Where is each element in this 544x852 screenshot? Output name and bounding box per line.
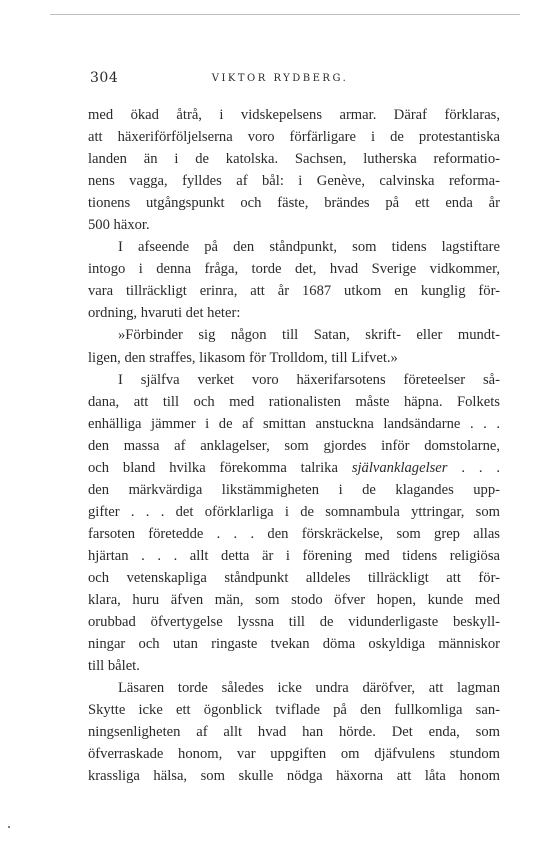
text-line: nens vagga, fylldes af bål: i Genève, calvinska reforma- [88, 173, 500, 190]
author-header: VIKTOR RYDBERG. [211, 73, 349, 84]
text-line: orubbad öfvertygelse lyssna till de vidunderligaste beskyll- [88, 614, 500, 631]
text-line: den massa af anklagelser, som gjordes inför domstolarne, [88, 437, 500, 454]
text-line: med ökad åtrå, i vidskepelsens armar. Däraf förklaras, [88, 107, 500, 123]
text-line: landen än i de katolska. Sachsen, lutherska reformatio- [88, 151, 500, 168]
text-line: gifter . . . det oförklarliga i de somnambula yttringar, som [88, 503, 500, 520]
quotation-line: »Förbinder sig någon till Satan, skrift- eller mundt- [118, 327, 500, 344]
scan-speck [8, 826, 10, 828]
text-line: Läsaren torde således icke undra däröfver, att lagman [118, 680, 500, 697]
body-text [88, 104, 500, 787]
text-line: I afseende på den ståndpunkt, som tidens lagstiftare [118, 239, 500, 256]
text-line: Skytte icke ett ögonblick tviflade på den fullkomliga san- [88, 702, 500, 719]
ellipsis: . . . [461, 459, 500, 476]
text-line: 500 häxor. [88, 217, 150, 234]
text-line-with-emphasis [88, 457, 500, 479]
running-head [60, 70, 500, 90]
text-line: den märkvärdiga likstämmigheten i de klagandes upp- [88, 481, 500, 498]
text-line: och vetenskapliga ståndpunkt alldeles tillräckligt att för- [88, 569, 500, 586]
text-line: att häxeriförföljelserna voro förfärligare i de protestantiska [88, 129, 500, 146]
text-line: ningar och utan ringaste tvekan döma oskyldiga människor [88, 636, 500, 653]
text-line: krassliga hälsa, som skulle nödga häxorna att låta honom [88, 768, 500, 785]
text-line: vara tillräckligt erinra, att år 1687 utkom en kunglig för- [88, 283, 500, 300]
text-line: till bålet. [88, 658, 140, 675]
text-line: klara, huru äfven män, som stodo öfver hopen, kunde med [88, 592, 500, 609]
text-line: öfverraskade honom, var uppgiften om djäfvulens stundom [88, 746, 500, 763]
emphasized-term: självanklagelser [351, 459, 448, 476]
text-line: ningsenligheten af allt hvad han hörde. Det enda, som [88, 724, 500, 741]
line-start: och bland hvilka förekomma talrika [88, 459, 338, 476]
page-number: 304 [90, 70, 119, 86]
quotation-line: ligen, den straffes, likasom för Trolldom, till Lifvet.» [88, 349, 398, 366]
text-line: hjärtan . . . allt detta är i förening med tidens religiösa [88, 547, 500, 564]
text-line: I själfva verket voro häxerifarsotens företeelser så- [118, 371, 500, 388]
text-line: tionens utgångspunkt och fäste, brändes på ett enda år [88, 195, 500, 212]
text-line: intogo i denna fråga, torde det, hvad Sverige vidkommer, [88, 261, 500, 278]
text-line: dana, att till och med rationalisten måste häpna. Folkets [88, 393, 500, 410]
text-line: enhälliga jämmer i de af smittan anstuckna landsändarne . . . [88, 415, 500, 432]
text-line: ordning, hvaruti det heter: [88, 305, 241, 322]
top-border-rule [50, 14, 520, 15]
text-line: farsoten företedde . . . den förskräckelse, som grep allas [88, 525, 500, 542]
